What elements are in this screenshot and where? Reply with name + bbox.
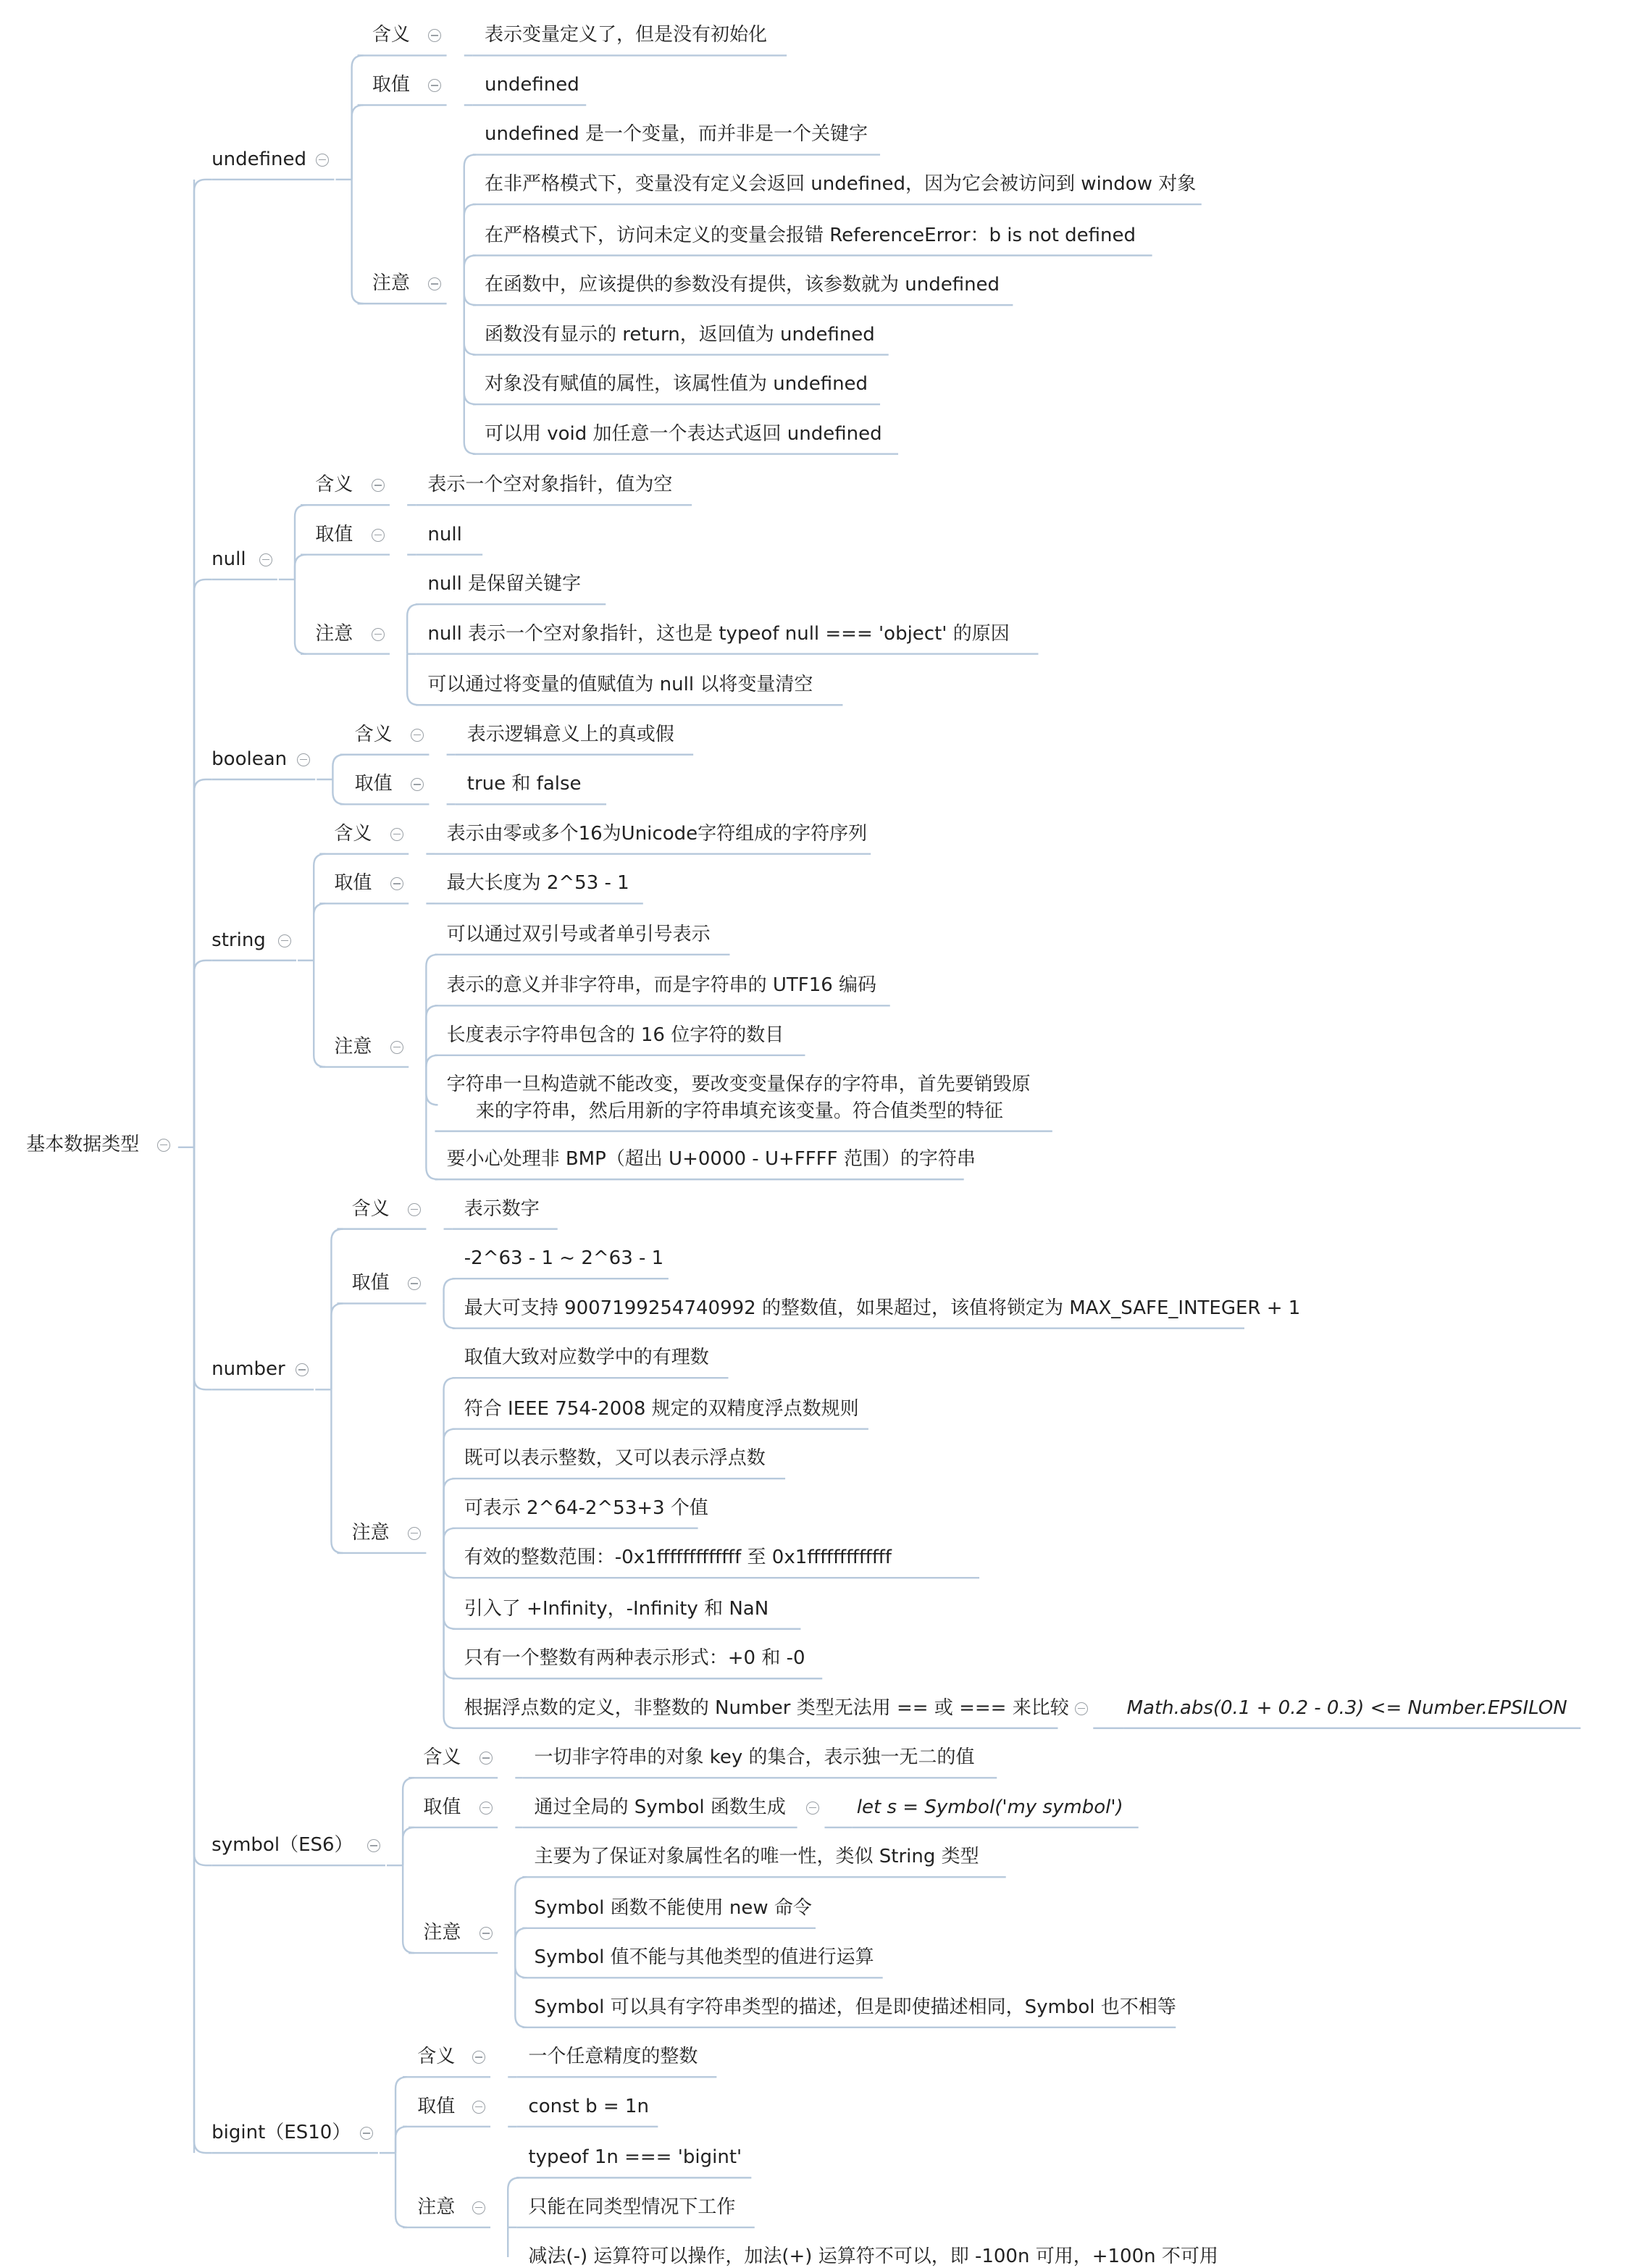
leaf-node[interactable]: 表示由零或多个16为Unicode字符组成的字符序列 [446, 822, 868, 845]
collapse-toggle-icon[interactable] [408, 1203, 421, 1216]
group-node-6-1[interactable]: 取值 [417, 2095, 456, 2117]
epsilon-note[interactable]: Math.abs(0.1 + 0.2 - 0.3) <= Number.EPSILON [1126, 1696, 1567, 1719]
group-node-3-1[interactable]: 取值 [334, 872, 372, 895]
group-node-1-0[interactable]: 含义 [315, 474, 353, 496]
collapse-toggle-icon[interactable] [372, 479, 385, 492]
collapse-toggle-icon[interactable] [390, 828, 403, 841]
group-node-3-2[interactable]: 注意 [334, 1035, 372, 1058]
leaf-node[interactable]: Symbol 值不能与其他类型的值进行运算 [534, 1946, 874, 1969]
leaf-node[interactable]: 符合 IEEE 754-2008 规定的双精度浮点数规则 [464, 1397, 859, 1420]
leaf-node[interactable]: 一切非字符串的对象 key 的集合，表示独一无二的值 [534, 1746, 975, 1769]
leaf-node[interactable]: const b = 1n [528, 2095, 649, 2117]
leaf-node[interactable]: null [427, 523, 462, 545]
group-node-0-0[interactable]: 含义 [372, 24, 410, 46]
leaf-node[interactable]: 引入了 +Infinity，-Infinity 和 NaN [464, 1597, 769, 1620]
leaf-node[interactable]: 对象没有赋值的属性，该属性值为 undefined [484, 373, 868, 396]
collapse-toggle-icon[interactable] [278, 934, 291, 947]
collapse-toggle-icon[interactable] [372, 529, 385, 542]
leaf-node[interactable]: 有效的整数范围：-0x1fffffffffffff 至 0x1fffffffffffff [464, 1547, 892, 1569]
root-node[interactable]: 基本数据类型 [26, 1133, 140, 1155]
leaf-node[interactable]: 在严格模式下，访问未定义的变量会报错 ReferenceError：b is not defined [484, 224, 1136, 246]
leaf-node[interactable]: 可以通过双引号或者单引号表示 [446, 923, 711, 945]
type-node-2[interactable]: boolean [212, 748, 288, 770]
type-node-6[interactable]: bigint（ES10） [212, 2122, 351, 2144]
group-node-1-1[interactable]: 取值 [315, 523, 353, 545]
group-node-3-0[interactable]: 含义 [334, 822, 372, 845]
leaf-node[interactable]: 长度表示字符串包含的 16 位字符的数目 [446, 1024, 784, 1046]
collapse-toggle-icon[interactable] [390, 877, 403, 890]
type-node-1[interactable]: null [212, 548, 246, 570]
leaf-node[interactable]: 表示一个空对象指针，值为空 [427, 474, 673, 496]
leaf-node[interactable]: 可表示 2^64-2^53+3 个值 [464, 1497, 708, 1519]
leaf-node[interactable]: 减法(-) 运算符可以操作，加法(+) 运算符不可以，即 -100n 可用，+100n 不可用 [528, 2246, 1218, 2268]
leaf-node[interactable]: Symbol 可以具有字符串类型的描述，但是即使描述相同，Symbol 也不相等 [534, 1996, 1176, 2018]
leaf-node[interactable]: 通过全局的 Symbol 函数生成 [534, 1796, 786, 1818]
leaf-node[interactable]: undefined 是一个变量，而并非是一个关键字 [484, 123, 868, 146]
collapse-toggle-icon[interactable] [479, 1802, 493, 1815]
collapse-toggle-icon[interactable] [372, 628, 385, 641]
leaf-node[interactable]: 主要为了保证对象属性名的唯一性，类似 String 类型 [534, 1846, 979, 1868]
group-node-4-2[interactable]: 注意 [351, 1521, 390, 1544]
leaf-node[interactable]: undefined [484, 73, 579, 96]
group-node-4-0[interactable]: 含义 [351, 1197, 390, 1220]
group-node-6-2[interactable]: 注意 [417, 2196, 456, 2218]
group-node-5-1[interactable]: 取值 [423, 1796, 461, 1818]
collapse-toggle-icon[interactable] [472, 2051, 485, 2064]
collapse-toggle-icon[interactable] [472, 2101, 485, 2114]
group-node-0-1[interactable]: 取值 [372, 73, 410, 96]
leaf-node[interactable]: 函数没有显示的 return，返回值为 undefined [484, 323, 875, 346]
leaf-node[interactable]: 表示变量定义了，但是没有初始化 [484, 24, 767, 46]
leaf-node[interactable]: Symbol 函数不能使用 new 命令 [534, 1896, 812, 1919]
leaf-node[interactable]: true 和 false [466, 773, 582, 795]
leaf-node[interactable]: 字符串一旦构造就不能改变，要改变变量保存的字符串，首先要销毁原 [446, 1074, 1031, 1096]
collapse-toggle-icon[interactable] [428, 29, 441, 42]
collapse-toggle-icon[interactable] [367, 1839, 380, 1852]
collapse-toggle-icon[interactable] [157, 1139, 170, 1152]
collapse-toggle-icon[interactable] [479, 1752, 493, 1765]
group-node-5-0[interactable]: 含义 [423, 1746, 461, 1769]
leaf-node[interactable]: 既可以表示整数，又可以表示浮点数 [464, 1447, 766, 1470]
leaf-node[interactable]: 在非严格模式下，变量没有定义会返回 undefined，因为它会被访问到 window 对象 [484, 172, 1197, 195]
collapse-toggle-icon[interactable] [408, 1277, 421, 1290]
leaf-node[interactable]: -2^63 - 1 ~ 2^63 - 1 [464, 1247, 664, 1270]
type-node-0[interactable]: undefined [212, 148, 306, 170]
collapse-toggle-icon[interactable] [296, 1363, 309, 1376]
leaf-node[interactable]: 要小心处理非 BMP（超出 U+0000 - U+FFFF 范围）的字符串 [446, 1148, 976, 1170]
leaf-node[interactable]: 表示逻辑意义上的真或假 [466, 723, 674, 745]
collapse-toggle-icon[interactable] [316, 154, 329, 167]
group-node-1-2[interactable]: 注意 [315, 622, 353, 645]
leaf-node[interactable]: 最大可支持 9007199254740992 的整数值，如果超过，该值将锁定为 MAX_SAFE_INTEGER + 1 [464, 1297, 1301, 1319]
leaf-node[interactable]: 表示的意义并非字符串，而是字符串的 UTF16 编码 [446, 974, 877, 997]
type-node-5[interactable]: symbol（ES6） [212, 1834, 353, 1857]
leaf-node[interactable]: 取值大致对应数学中的有理数 [464, 1347, 709, 1369]
leaf-node[interactable]: null 表示一个空对象指针，这也是 typeof null === 'object' 的原因 [427, 622, 1010, 645]
collapse-toggle-icon[interactable] [806, 1802, 819, 1815]
collapse-toggle-icon[interactable] [479, 1927, 493, 1940]
collapse-toggle-icon[interactable] [411, 778, 424, 791]
leaf-node-continuation[interactable]: 来的字符串，然后用新的字符串填充该变量。符合值类型的特征 [475, 1100, 1003, 1122]
symbol-example-note[interactable]: let s = Symbol('my symbol') [856, 1796, 1123, 1818]
leaf-node[interactable]: 可以通过将变量的值赋值为 null 以将变量清空 [427, 674, 813, 696]
leaf-node[interactable]: 最大长度为 2^53 - 1 [446, 872, 629, 895]
type-node-4[interactable]: number [212, 1358, 285, 1381]
group-node-5-2[interactable]: 注意 [423, 1921, 461, 1943]
collapse-toggle-icon[interactable] [411, 729, 424, 742]
leaf-node[interactable]: 一个任意精度的整数 [528, 2046, 698, 2068]
leaf-node[interactable]: 可以用 void 加任意一个表达式返回 undefined [484, 422, 882, 445]
collapse-toggle-icon[interactable] [390, 1041, 403, 1054]
type-node-3[interactable]: string [212, 929, 266, 951]
group-node-2-0[interactable]: 含义 [354, 723, 393, 745]
collapse-toggle-icon[interactable] [408, 1527, 421, 1540]
leaf-node[interactable]: 只有一个整数有两种表示形式：+0 和 -0 [464, 1647, 805, 1670]
collapse-toggle-icon[interactable] [428, 277, 441, 290]
group-node-4-1[interactable]: 取值 [351, 1272, 390, 1294]
group-node-6-0[interactable]: 含义 [417, 2046, 456, 2068]
collapse-toggle-icon[interactable] [259, 553, 272, 566]
leaf-node[interactable]: typeof 1n === 'bigint' [528, 2146, 742, 2169]
collapse-toggle-icon[interactable] [428, 79, 441, 92]
leaf-node[interactable]: 只能在同类型情况下工作 [528, 2196, 736, 2218]
collapse-toggle-icon[interactable] [297, 753, 310, 766]
collapse-toggle-icon[interactable] [1075, 1702, 1088, 1715]
leaf-node[interactable]: 根据浮点数的定义，非整数的 Number 类型无法用 == 或 === 来比较 [464, 1696, 1069, 1719]
group-node-0-2[interactable]: 注意 [372, 272, 410, 294]
leaf-node[interactable]: 在函数中，应该提供的参数没有提供，该参数就为 undefined [484, 274, 1000, 296]
collapse-toggle-icon[interactable] [472, 2201, 485, 2214]
group-node-2-1[interactable]: 取值 [354, 773, 393, 795]
leaf-node[interactable]: null 是保留关键字 [427, 573, 582, 595]
leaf-node[interactable]: 表示数字 [464, 1197, 540, 1220]
collapse-toggle-icon[interactable] [360, 2127, 373, 2140]
